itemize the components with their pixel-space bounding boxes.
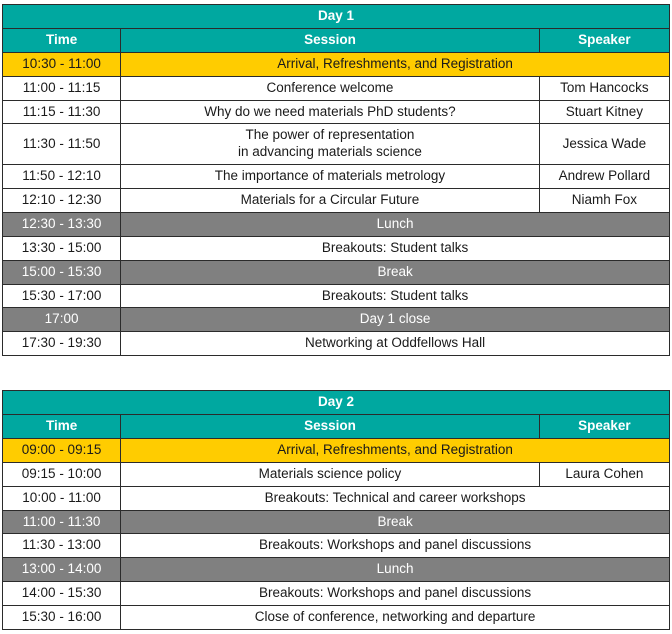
cell-time: 10:30 - 11:00 bbox=[3, 52, 121, 76]
table-row bbox=[3, 606, 670, 630]
cell-session: Breakouts: Workshops and panel discussions bbox=[121, 534, 670, 558]
table-row bbox=[3, 236, 670, 260]
cell-session: The power of representation in advancing materials science bbox=[121, 124, 540, 165]
cell-session: Break bbox=[121, 510, 670, 534]
day1-schedule-table bbox=[2, 4, 670, 356]
column-header-speaker: Speaker bbox=[539, 415, 669, 439]
day1-title: Day 1 bbox=[3, 5, 670, 29]
tables-spacer bbox=[2, 356, 670, 390]
cell-session: Networking at Oddfellows Hall bbox=[121, 332, 670, 356]
cell-time: 09:15 - 10:00 bbox=[3, 462, 121, 486]
column-header-session: Session bbox=[121, 28, 540, 52]
table-row bbox=[3, 284, 670, 308]
table-row bbox=[3, 438, 670, 462]
cell-session: Breakouts: Technical and career workshops bbox=[121, 486, 670, 510]
table-row bbox=[3, 510, 670, 534]
day1-banner-row bbox=[3, 5, 670, 29]
cell-speaker: Laura Cohen bbox=[539, 462, 669, 486]
cell-session: Arrival, Refreshments, and Registration bbox=[121, 438, 670, 462]
cell-session: Why do we need materials PhD students? bbox=[121, 100, 540, 124]
cell-session: Materials science policy bbox=[121, 462, 540, 486]
cell-time: 15:00 - 15:30 bbox=[3, 260, 121, 284]
cell-time: 13:00 - 14:00 bbox=[3, 558, 121, 582]
cell-session: The importance of materials metrology bbox=[121, 165, 540, 189]
cell-time: 12:10 - 12:30 bbox=[3, 189, 121, 213]
day2-header-row bbox=[3, 415, 670, 439]
cell-time: 11:15 - 11:30 bbox=[3, 100, 121, 124]
cell-session: Conference welcome bbox=[121, 76, 540, 100]
day1-header-row bbox=[3, 28, 670, 52]
table-row bbox=[3, 486, 670, 510]
cell-time: 14:00 - 15:30 bbox=[3, 582, 121, 606]
cell-time: 17:00 bbox=[3, 308, 121, 332]
cell-session: Lunch bbox=[121, 558, 670, 582]
cell-session: Close of conference, networking and departure bbox=[121, 606, 670, 630]
cell-time: 13:30 - 15:00 bbox=[3, 236, 121, 260]
cell-session: Breakouts: Student talks bbox=[121, 236, 670, 260]
column-header-speaker: Speaker bbox=[539, 28, 669, 52]
day2-title: Day 2 bbox=[3, 391, 670, 415]
cell-time: 11:30 - 13:00 bbox=[3, 534, 121, 558]
column-header-session: Session bbox=[121, 415, 540, 439]
table-row bbox=[3, 332, 670, 356]
cell-speaker: Tom Hancocks bbox=[539, 76, 669, 100]
cell-speaker: Stuart Kitney bbox=[539, 100, 669, 124]
day2-rows bbox=[3, 438, 670, 629]
cell-session: Day 1 close bbox=[121, 308, 670, 332]
table-row bbox=[3, 582, 670, 606]
cell-session: Materials for a Circular Future bbox=[121, 189, 540, 213]
cell-session: Breakouts: Workshops and panel discussions bbox=[121, 582, 670, 606]
table-row bbox=[3, 76, 670, 100]
cell-speaker: Andrew Pollard bbox=[539, 165, 669, 189]
cell-session: Break bbox=[121, 260, 670, 284]
day1-rows bbox=[3, 52, 670, 355]
cell-time: 11:50 - 12:10 bbox=[3, 165, 121, 189]
column-header-time: Time bbox=[3, 28, 121, 52]
table-row bbox=[3, 558, 670, 582]
column-header-time: Time bbox=[3, 415, 121, 439]
cell-session: Breakouts: Student talks bbox=[121, 284, 670, 308]
cell-time: 11:30 - 11:50 bbox=[3, 124, 121, 165]
table-row bbox=[3, 534, 670, 558]
cell-time: 17:30 - 19:30 bbox=[3, 332, 121, 356]
table-row bbox=[3, 52, 670, 76]
table-row bbox=[3, 260, 670, 284]
cell-time: 11:00 - 11:15 bbox=[3, 76, 121, 100]
cell-session: Arrival, Refreshments, and Registration bbox=[121, 52, 670, 76]
cell-time: 10:00 - 11:00 bbox=[3, 486, 121, 510]
table-row bbox=[3, 308, 670, 332]
cell-time: 11:00 - 11:30 bbox=[3, 510, 121, 534]
table-row bbox=[3, 189, 670, 213]
day2-schedule-table bbox=[2, 390, 670, 630]
table-row bbox=[3, 212, 670, 236]
table-row bbox=[3, 462, 670, 486]
day2-banner-row bbox=[3, 391, 670, 415]
table-row bbox=[3, 165, 670, 189]
cell-time: 15:30 - 16:00 bbox=[3, 606, 121, 630]
table-row bbox=[3, 100, 670, 124]
cell-session: Lunch bbox=[121, 212, 670, 236]
cell-speaker: Jessica Wade bbox=[539, 124, 669, 165]
cell-speaker: Niamh Fox bbox=[539, 189, 669, 213]
table-row bbox=[3, 124, 670, 165]
cell-time: 15:30 - 17:00 bbox=[3, 284, 121, 308]
cell-time: 12:30 - 13:30 bbox=[3, 212, 121, 236]
cell-time: 09:00 - 09:15 bbox=[3, 438, 121, 462]
